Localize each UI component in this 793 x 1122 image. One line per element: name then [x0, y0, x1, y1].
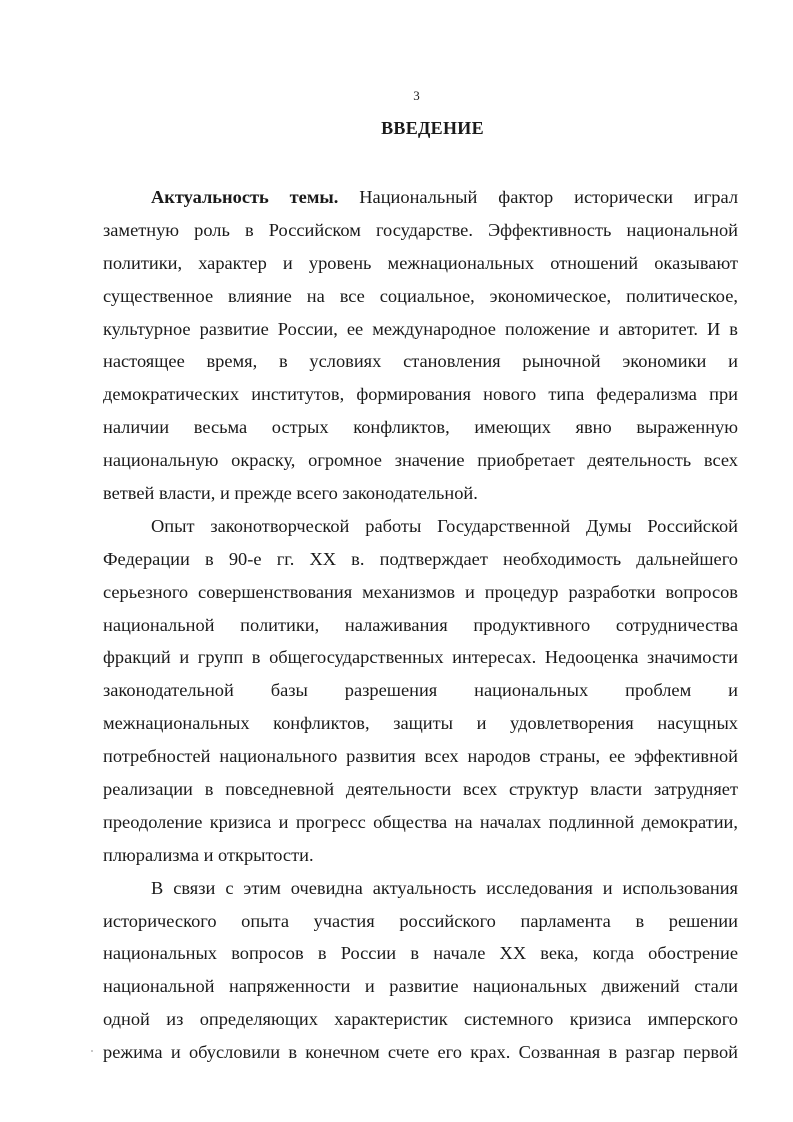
paragraph-1-line-7: демократических институтов, формирования нового типа федерализма при	[103, 384, 738, 405]
paragraph-2-line-11: плюрализма и открытости.	[103, 844, 314, 865]
paragraph-2-line-9: реализации в повседневной деятельности всех структур власти затрудняет	[103, 779, 738, 800]
paragraph-2-line-5: фракций и групп в общегосударственных интересах. Недооценка значимости	[103, 647, 738, 668]
paragraph-2-line-10: преодоление кризиса и прогресс общества на началах подлинной демократии,	[103, 811, 738, 832]
paragraph-3-line-4: национальной напряженности и развитие национальных движений стали	[103, 976, 738, 997]
paragraph-2-line-8: потребностей национального развития всех народов страны, ее эффективной	[103, 746, 738, 767]
paragraph-2-line-6: законодательной базы разрешения национальных проблем и	[103, 680, 738, 701]
paragraph-3-line-6: режима и обусловили в конечном счете его крах. Созванная в разгар первой	[103, 1042, 738, 1063]
paragraph-3-line-2: исторического опыта участия российского парламента в решении	[103, 910, 738, 931]
paragraph-1-line-6: настоящее время, в условиях становления рыночной экономики и	[103, 351, 738, 372]
body-text	[103, 181, 738, 1069]
paragraph-1-line-8: наличии весьма острых конфликтов, имеющих явно выраженную	[103, 417, 738, 438]
paragraph-2-line-7: межнациональных конфликтов, защиты и удовлетворения насущных	[103, 713, 738, 734]
section-heading: ВВЕДЕНИЕ	[381, 118, 484, 138]
paragraph-1-line-1-text: Национальный фактор исторически играл	[338, 187, 738, 207]
page-number: 3	[413, 88, 420, 103]
paragraph-3-line-3: национальных вопросов в России в начале XX века, когда обострение	[103, 943, 738, 964]
paragraph-3-line-1: В связи с этим очевидна актуальность исследования и использования	[151, 877, 738, 898]
lead-bold-phrase: Актуальность темы.	[151, 187, 339, 207]
paragraph-1-line-9: национальную окраску, огромное значение приобретает деятельность всех	[103, 450, 738, 471]
paragraph-1-line-4: существенное влияние на все социальное, экономическое, политическое,	[103, 285, 738, 306]
paragraph-1-line-1	[103, 181, 738, 214]
paragraph-1-line-10: ветвей власти, и прежде всего законодательной.	[103, 483, 478, 504]
paragraph-2-line-2: Федерации в 90-е гг. XX в. подтверждает необходимость дальнейшего	[103, 548, 738, 569]
paragraph-2-line-1: Опыт законотворческой работы Государственной Думы Российской	[151, 515, 738, 536]
scan-speck	[91, 1050, 93, 1052]
paragraph-3-line-5: одной из определяющих характеристик системного кризиса имперского	[103, 1009, 738, 1030]
paragraph-1-line-2: заметную роль в Российском государстве. Эффективность национальной	[103, 219, 738, 240]
paragraph-2-line-4: национальной политики, налаживания продуктивного сотрудничества	[103, 614, 738, 635]
paragraph-1-line-5: культурное развитие России, ее международное положение и авторитет. И в	[103, 318, 738, 339]
paragraph-1-line-3: политики, характер и уровень межнациональных отношений оказывают	[103, 252, 738, 273]
paragraph-2-line-3: серьезного совершенствования механизмов и процедур разработки вопросов	[103, 581, 738, 602]
